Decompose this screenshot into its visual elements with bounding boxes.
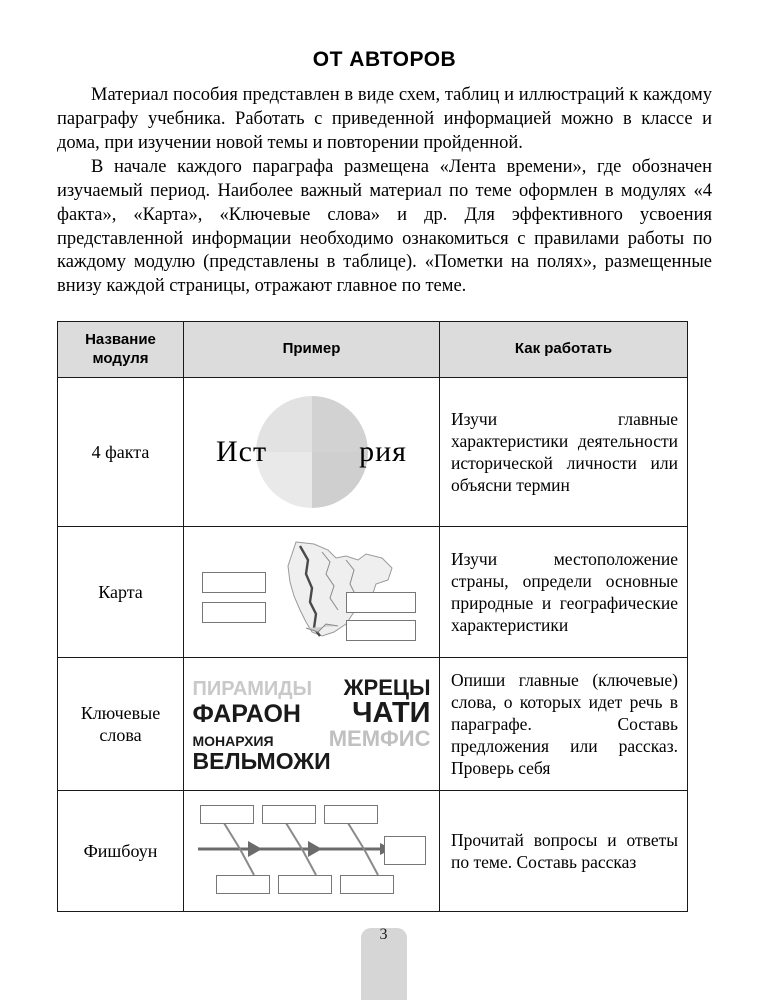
- map-callout-box: [346, 620, 416, 641]
- paragraph-2: В начале каждого параграфа размещена «Лента времени», где обозначен изучаемый период. Наиболее важный материал по теме оформлен в модулях «4 факта», «Карта», «Ключевые слова» и др. Для эффективного усвоения представленной информации необходимо ознакомиться с правилами работы по каждому модулю (представлены в таблице). «Пометки на полях», размещенные внизу каждой страницы, отражают главное по теме.: [57, 157, 712, 297]
- fishbone-box-bottom: [340, 875, 394, 894]
- word-cloud-line: [193, 728, 431, 750]
- facts-word-right: рия: [359, 435, 407, 469]
- map-callout-box: [202, 602, 266, 623]
- table-header: [58, 321, 688, 378]
- module-how-keywords: Опиши главные (ключевые) слова, о которых идет речь в параграфе. Составь предложения или рассказ. Проверь себя: [440, 658, 688, 791]
- module-example-map: [184, 527, 440, 658]
- module-example-facts: [184, 378, 440, 527]
- keyword-monarchia: МОНАРХИЯ: [192, 733, 274, 750]
- module-name-facts: 4 факта: [58, 378, 184, 527]
- table-body: [58, 378, 688, 912]
- module-example-keywords: [184, 658, 440, 791]
- page-content: [57, 48, 712, 912]
- module-how-map: Изучи местоположение страны, определи основные природные и географические характеристики: [440, 527, 688, 658]
- map-graphic: [196, 540, 428, 644]
- map-callout-box: [346, 592, 416, 613]
- map-callout-box: [202, 572, 266, 593]
- column-header-example: Пример: [184, 321, 440, 378]
- paragraph-1: Материал пособия представлен в виде схем, таблиц и иллюстраций к каждому параграфу учебника. Работать с приведенной информацией можно в классе и дома, при изучении новой темы и повторении пройденной.: [57, 85, 712, 153]
- word-cloud-line: [193, 699, 431, 728]
- module-name-fishbone: Фишбоун: [58, 791, 184, 912]
- pie-quadrants-graphic: [190, 390, 433, 514]
- page-title: ОТ АВТОРОВ: [312, 48, 457, 71]
- fishbone-graphic: [194, 803, 430, 899]
- keyword-memfis: МЕМФИС: [328, 726, 431, 752]
- table-row: [58, 527, 688, 658]
- fishbone-box-top: [200, 805, 254, 824]
- keyword-faraon: ФАРАОН: [192, 700, 301, 729]
- modules-table: [57, 321, 688, 913]
- word-cloud-line: [193, 750, 431, 773]
- column-header-name: Название модуля: [58, 321, 184, 378]
- keyword-piramidy: ПИРАМИДЫ: [192, 678, 313, 701]
- module-how-facts: Изучи главные характеристики деятельности исторической личности или объясни термин: [440, 378, 688, 527]
- module-name-map: Карта: [58, 527, 184, 658]
- fishbone-box-bottom: [216, 875, 270, 894]
- table-row: [58, 791, 688, 912]
- facts-word: [190, 435, 433, 469]
- table-row: [58, 378, 688, 527]
- module-name-keywords: Ключевые слова: [58, 658, 184, 791]
- fishbone-box-head: [384, 836, 426, 865]
- fishbone-box-bottom: [278, 875, 332, 894]
- keyword-zhretsy: ЖРЕЦЫ: [343, 675, 431, 701]
- column-header-how: Как работать: [440, 321, 688, 378]
- module-how-fishbone: Прочитай вопросы и ответы по теме. Составь рассказ: [440, 791, 688, 912]
- keyword-chati: ЧАТИ: [352, 697, 431, 730]
- word-cloud-graphic: [193, 673, 431, 775]
- table-row: [58, 658, 688, 791]
- keyword-velmozhi: ВЕЛЬМОЖИ: [192, 748, 331, 775]
- word-cloud-line: [193, 677, 431, 699]
- table-header-row: [58, 321, 688, 378]
- facts-word-left: Ист: [216, 435, 268, 469]
- fishbone-box-top: [262, 805, 316, 824]
- page-number: 3: [379, 926, 388, 943]
- module-example-fishbone: [184, 791, 440, 912]
- fishbone-box-top: [324, 805, 378, 824]
